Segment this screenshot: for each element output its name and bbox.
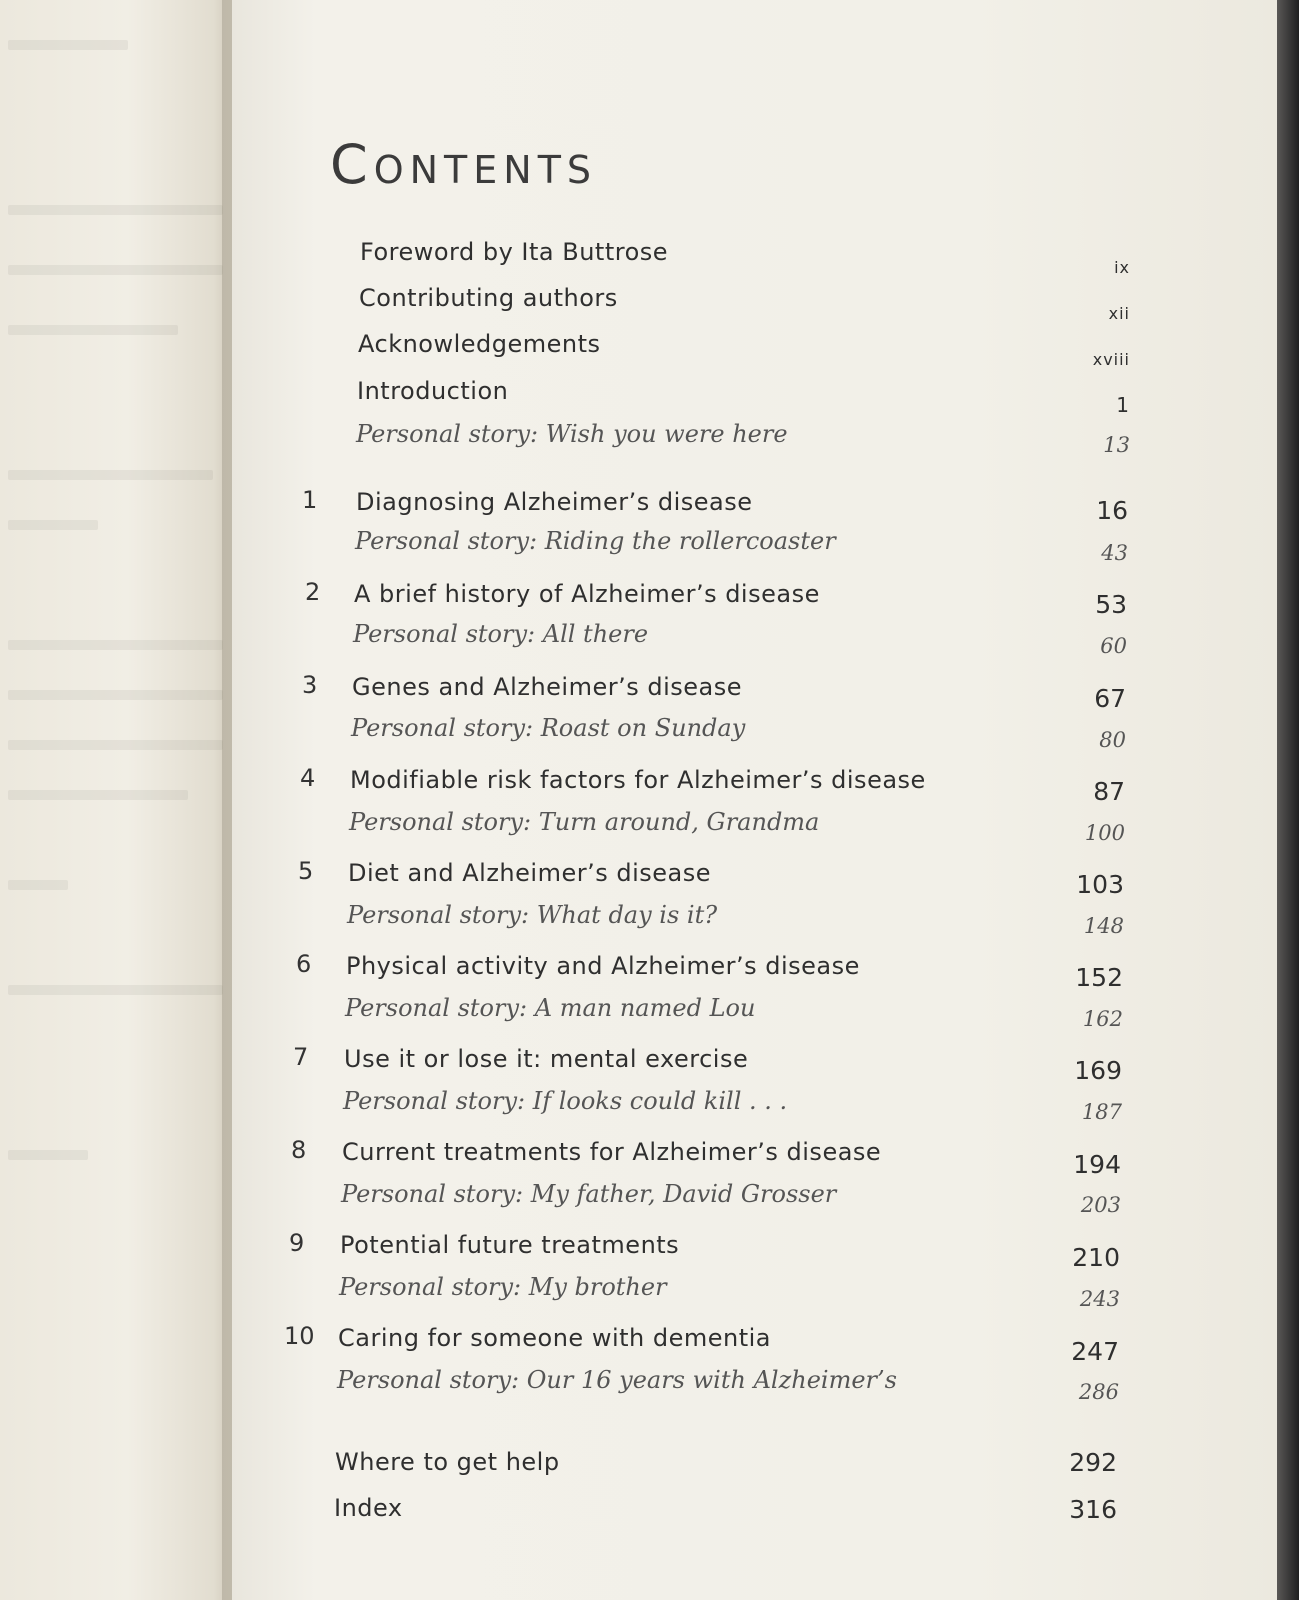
story-title: Personal story: Wish you were here xyxy=(356,420,788,448)
facing-page-bleed-line xyxy=(8,40,128,50)
facing-page xyxy=(0,0,232,1600)
chapter-number: 1 xyxy=(302,486,318,514)
entry-title: Index xyxy=(334,1494,403,1522)
chapter-title: Current treatments for Alzheimer’s disease xyxy=(342,1138,882,1166)
chapter-page: 210 xyxy=(1072,1243,1120,1272)
entry-page: 292 xyxy=(1069,1448,1117,1477)
chapter-page: 194 xyxy=(1073,1150,1121,1179)
entry-title: Foreword by Ita Buttrose xyxy=(360,238,669,266)
story-title: Personal story: My father, David Grosser xyxy=(341,1180,837,1208)
entry-page: xii xyxy=(1108,304,1130,323)
story-title: Personal story: Riding the rollercoaster xyxy=(355,527,836,555)
chapter-title: A brief history of Alzheimer’s disease xyxy=(354,580,820,608)
story-page: 43 xyxy=(1101,541,1128,565)
story-page: 13 xyxy=(1103,433,1130,457)
chapter-title: Genes and Alzheimer’s disease xyxy=(352,673,743,701)
entry-page: 1 xyxy=(1116,393,1130,417)
entry-page: xviii xyxy=(1092,350,1130,369)
entry-page: ix xyxy=(1114,258,1130,277)
entry-page: 316 xyxy=(1069,1495,1117,1524)
chapter-title: Diagnosing Alzheimer’s disease xyxy=(356,488,753,516)
chapter-number: 8 xyxy=(291,1136,307,1164)
facing-page-bleed-line xyxy=(8,740,223,750)
story-title: Personal story: If looks could kill . . . xyxy=(343,1087,788,1115)
chapter-page: 169 xyxy=(1074,1056,1122,1085)
chapter-number: 9 xyxy=(289,1229,305,1257)
story-title: Personal story: All there xyxy=(353,620,649,648)
facing-page-bleed-line xyxy=(8,690,223,700)
chapter-page: 16 xyxy=(1096,496,1128,525)
facing-page-bleed-line xyxy=(8,1150,88,1160)
story-page: 243 xyxy=(1079,1287,1120,1311)
chapter-page: 103 xyxy=(1076,870,1124,899)
chapter-page: 53 xyxy=(1095,590,1127,619)
chapter-number: 10 xyxy=(284,1322,315,1350)
chapter-title: Modifiable risk factors for Alzheimer’s disease xyxy=(350,766,926,794)
facing-page-bleed-line xyxy=(8,265,223,275)
story-title: Personal story: A man named Lou xyxy=(345,994,756,1022)
story-title: Personal story: Turn around, Grandma xyxy=(349,808,820,836)
facing-page-bleed-line xyxy=(8,790,188,800)
chapter-title: Physical activity and Alzheimer’s disease xyxy=(346,952,860,980)
background-edge xyxy=(1277,0,1299,1600)
page-title: Contents xyxy=(330,133,598,196)
chapter-title: Use it or lose it: mental exercise xyxy=(344,1045,749,1073)
story-page: 100 xyxy=(1084,821,1125,845)
story-page: 80 xyxy=(1099,728,1126,752)
facing-page-bleed-line xyxy=(8,205,223,215)
chapter-number: 4 xyxy=(300,764,316,792)
story-page: 60 xyxy=(1100,634,1127,658)
entry-title: Contributing authors xyxy=(359,284,618,312)
chapter-page: 67 xyxy=(1094,684,1126,713)
entry-title: Introduction xyxy=(357,377,509,405)
facing-page-bleed-line xyxy=(8,985,223,995)
chapter-page: 87 xyxy=(1093,777,1125,806)
facing-page-bleed-line xyxy=(8,880,68,890)
facing-page-bleed-line xyxy=(8,520,98,530)
facing-page-bleed-line xyxy=(8,640,223,650)
story-title: Personal story: Roast on Sunday xyxy=(351,714,746,742)
story-title: Personal story: Our 16 years with Alzheimer’s xyxy=(337,1366,897,1394)
entry-title: Where to get help xyxy=(335,1448,560,1476)
chapter-number: 3 xyxy=(302,671,318,699)
chapter-title: Diet and Alzheimer’s disease xyxy=(348,859,711,887)
story-title: Personal story: What day is it? xyxy=(347,901,718,929)
chapter-number: 5 xyxy=(298,857,314,885)
story-page: 162 xyxy=(1082,1007,1123,1031)
chapter-title: Potential future treatments xyxy=(340,1231,680,1259)
story-page: 148 xyxy=(1083,914,1124,938)
story-page: 203 xyxy=(1080,1193,1121,1217)
facing-page-bleed-line xyxy=(8,325,178,335)
chapter-page: 152 xyxy=(1075,963,1123,992)
facing-page-bleed-line xyxy=(8,470,213,480)
story-title: Personal story: My brother xyxy=(339,1273,667,1301)
entry-title: Acknowledgements xyxy=(358,330,601,358)
chapter-number: 6 xyxy=(296,950,312,978)
story-page: 286 xyxy=(1078,1380,1119,1404)
chapter-page: 247 xyxy=(1071,1337,1119,1366)
chapter-number: 7 xyxy=(293,1043,309,1071)
chapter-title: Caring for someone with dementia xyxy=(338,1324,772,1352)
chapter-number: 2 xyxy=(305,578,321,606)
story-page: 187 xyxy=(1081,1100,1122,1124)
